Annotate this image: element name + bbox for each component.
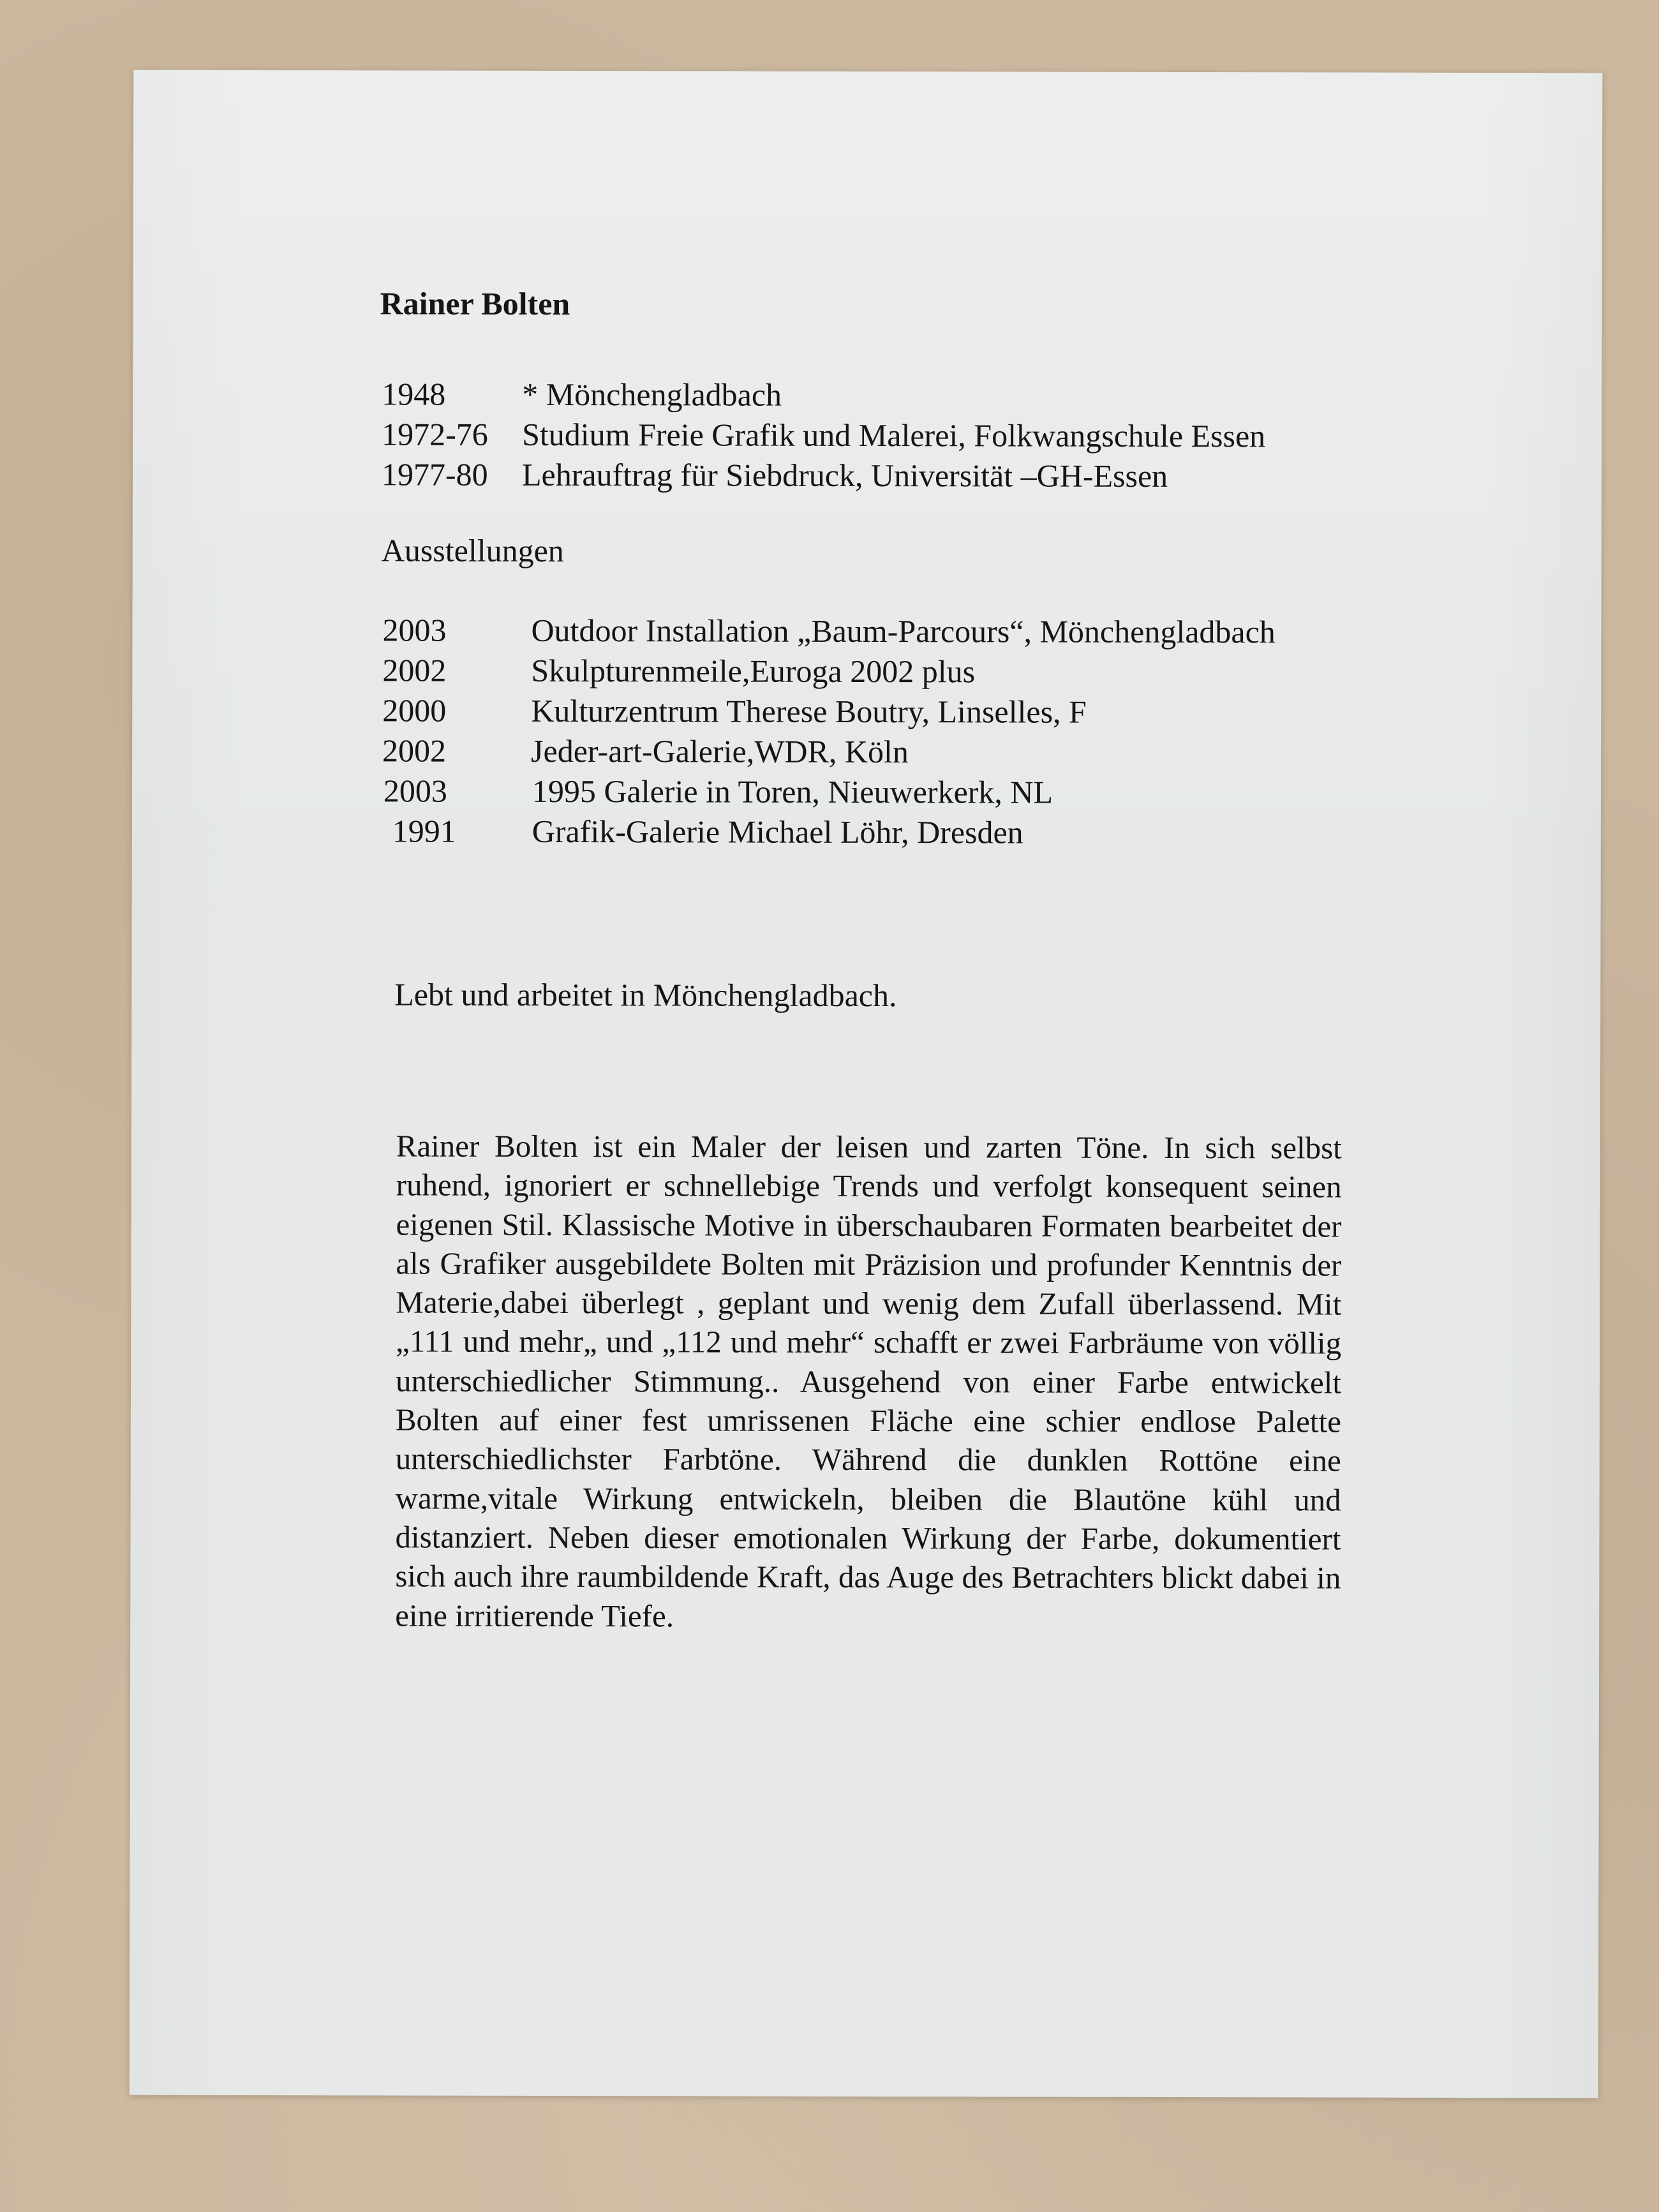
residence-note: Lebt und arbeitet in Mönchengladbach. bbox=[394, 976, 897, 1014]
exhibition-year: 2003 bbox=[383, 773, 448, 809]
biography-year: 1972-76 bbox=[382, 416, 488, 452]
exhibition-text: Outdoor Installation „Baum-Parcours“, Mönchengladbach bbox=[531, 612, 1276, 650]
biography-text: Lehrauftrag für Siebdruck, Universität –GH-Essen bbox=[521, 456, 1168, 494]
exhibitions-heading: Ausstellungen bbox=[381, 532, 564, 569]
document-sheet bbox=[130, 70, 1603, 2098]
exhibition-year: 1991 bbox=[392, 813, 456, 849]
biography-year: 1948 bbox=[382, 376, 446, 412]
exhibition-year: 2002 bbox=[382, 732, 447, 769]
exhibition-year: 2003 bbox=[382, 612, 447, 648]
artist-description: Rainer Bolten ist ein Maler der leisen und zarten Töne. In sich selbst ruhend, ignoriert er schnellebige Trends und verfolgt konsequent seinen eigenen Stil. Klassische Motive in überschaubaren Formaten bearbeitet der als Grafiker ausgebildete Bolten mit Präzision und profunder Kenntnis der Materie,dabei überlegt , geplant und wenig dem Zufall überlassend. Mit „111 und mehr„ und „112 und mehr“ schafft er zwei Farbräume von völlig unterschiedlicher Stimmung.. Ausgehend von einer Farbe entwickelt Bolten auf einer fest umrissenen Fläche eine schier endlose Palette unterschiedlichster Farbtöne. Während die dunklen Rottöne eine warme,vitale Wirkung entwickeln, bleiben die Blautöne kühl und distanziert. Neben dieser emotionalen Wirkung der Farbe, dokumentiert sich auch ihre raumbildende Kraft, das Auge des Betrachters blickt dabei in eine irritierende Tiefe. bbox=[395, 1128, 1342, 1633]
exhibition-year: 2002 bbox=[382, 652, 447, 688]
biography-text: Studium Freie Grafik und Malerei, Folkwangschule Essen bbox=[522, 416, 1266, 454]
exhibition-text: 1995 Galerie in Toren, Nieuwerkerk, NL bbox=[532, 773, 1053, 810]
biography-year: 1977-80 bbox=[381, 456, 488, 493]
exhibition-text: Kulturzentrum Therese Boutry, Linselles, F bbox=[531, 692, 1087, 730]
exhibition-year: 2000 bbox=[382, 692, 447, 729]
biography-text: * Mönchengladbach bbox=[522, 376, 782, 413]
document-title: Rainer Bolten bbox=[380, 285, 570, 322]
exhibition-text: Jeder-art-Galerie,WDR, Köln bbox=[531, 732, 909, 770]
exhibition-text: Skulpturenmeile,Euroga 2002 plus bbox=[531, 652, 976, 690]
exhibition-text: Grafik-Galerie Michael Löhr, Dresden bbox=[532, 813, 1023, 850]
